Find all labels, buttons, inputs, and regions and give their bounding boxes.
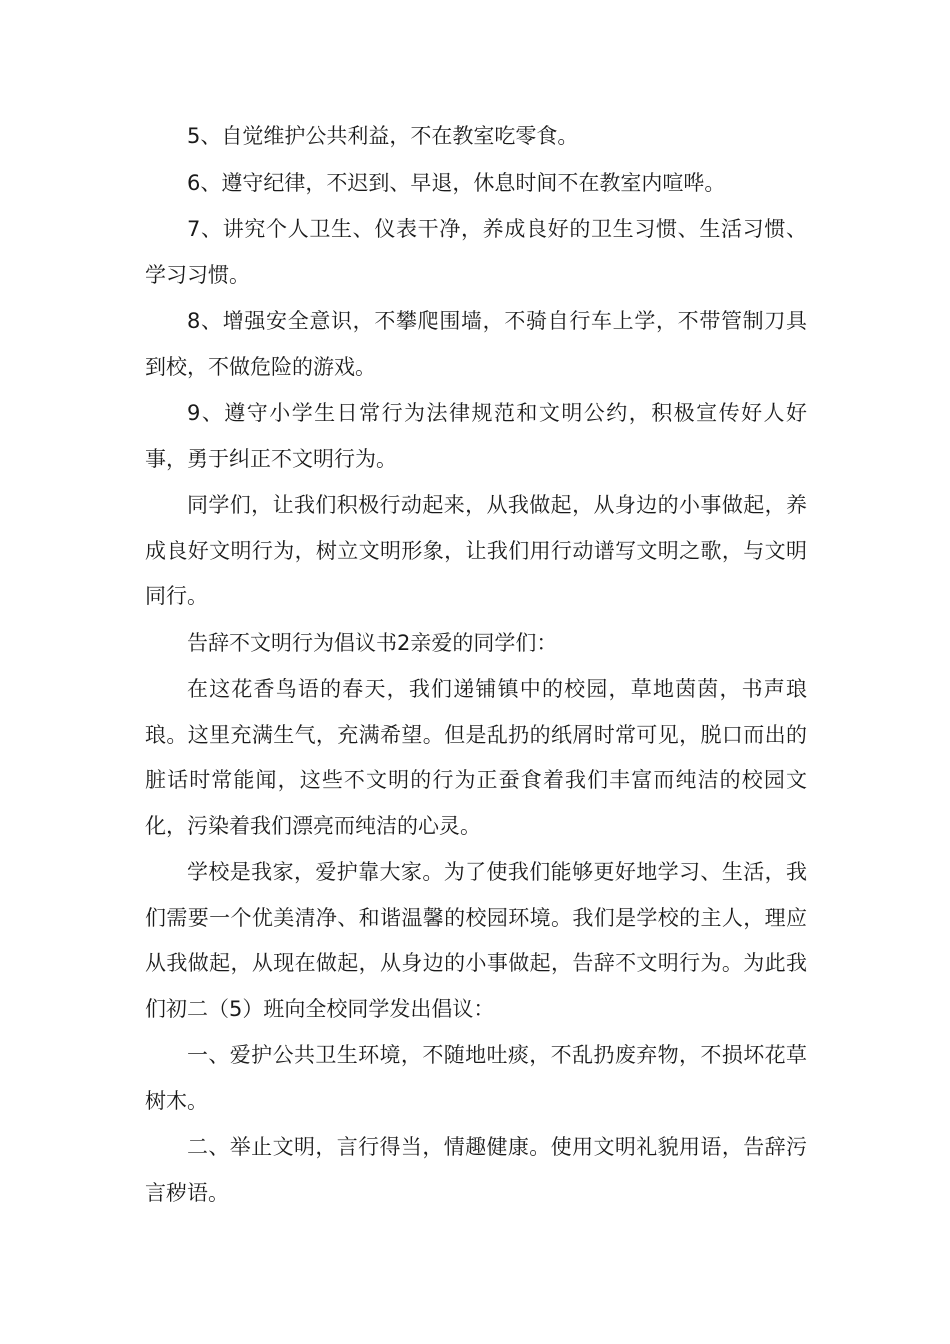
paragraph-item-8: 8、增强安全意识，不攀爬围墙，不骑自行车上学，不带管制刀具到校，不做危险的游戏。 bbox=[145, 309, 807, 379]
paragraph-item-6: 6、遵守纪律，不迟到、早退，休息时间不在教室内喧哗。 bbox=[187, 170, 726, 195]
paragraph-proposal-2: 二、举止文明，言行得当，情趣健康。使用文明礼貌用语，告辞污言秽语。 bbox=[145, 1135, 807, 1205]
paragraph-item-7: 7、讲究个人卫生、仪表干净，养成良好的卫生习惯、生活习惯、学习习惯。 bbox=[145, 217, 807, 287]
paragraph-letter-heading: 告辞不文明行为倡议书2亲爱的同学们： bbox=[187, 630, 558, 655]
paragraph-item-9: 9、遵守小学生日常行为法律规范和文明公约，积极宣传好人好事，勇于纠正不文明行为。 bbox=[145, 401, 807, 471]
paragraph-call-to-action: 同学们，让我们积极行动起来，从我做起，从身边的小事做起，养成良好文明行为，树立文明形象，让我们用行动谱写文明之歌，与文明同行。 bbox=[145, 493, 807, 608]
paragraph-spring-campus: 在这花香鸟语的春天，我们递铺镇中的校园，草地茵茵，书声琅琅。这里充满生气，充满希望。但是乱扔的纸屑时常可见，脱口而出的脏话时常能闻，这些不文明的行为正蚕食着我们丰富而纯洁的校园文化，污染着我们漂亮而纯洁的心灵。 bbox=[145, 677, 807, 838]
paragraph-proposal-1: 一、爱护公共卫生环境，不随地吐痰，不乱扔废弃物，不损坏花草树木。 bbox=[145, 1043, 807, 1113]
document-body bbox=[145, 114, 807, 1217]
paragraph-school-is-home: 学校是我家，爱护靠大家。为了使我们能够更好地学习、生活，我们需要一个优美清净、和谐温馨的校园环境。我们是学校的主人，理应从我做起，从现在做起，从身边的小事做起，告辞不文明行为。为此我们初二（5）班向全校同学发出倡议： bbox=[145, 860, 807, 1021]
paragraph-item-5: 5、自觉维护公共利益，不在教室吃零食。 bbox=[187, 124, 579, 148]
